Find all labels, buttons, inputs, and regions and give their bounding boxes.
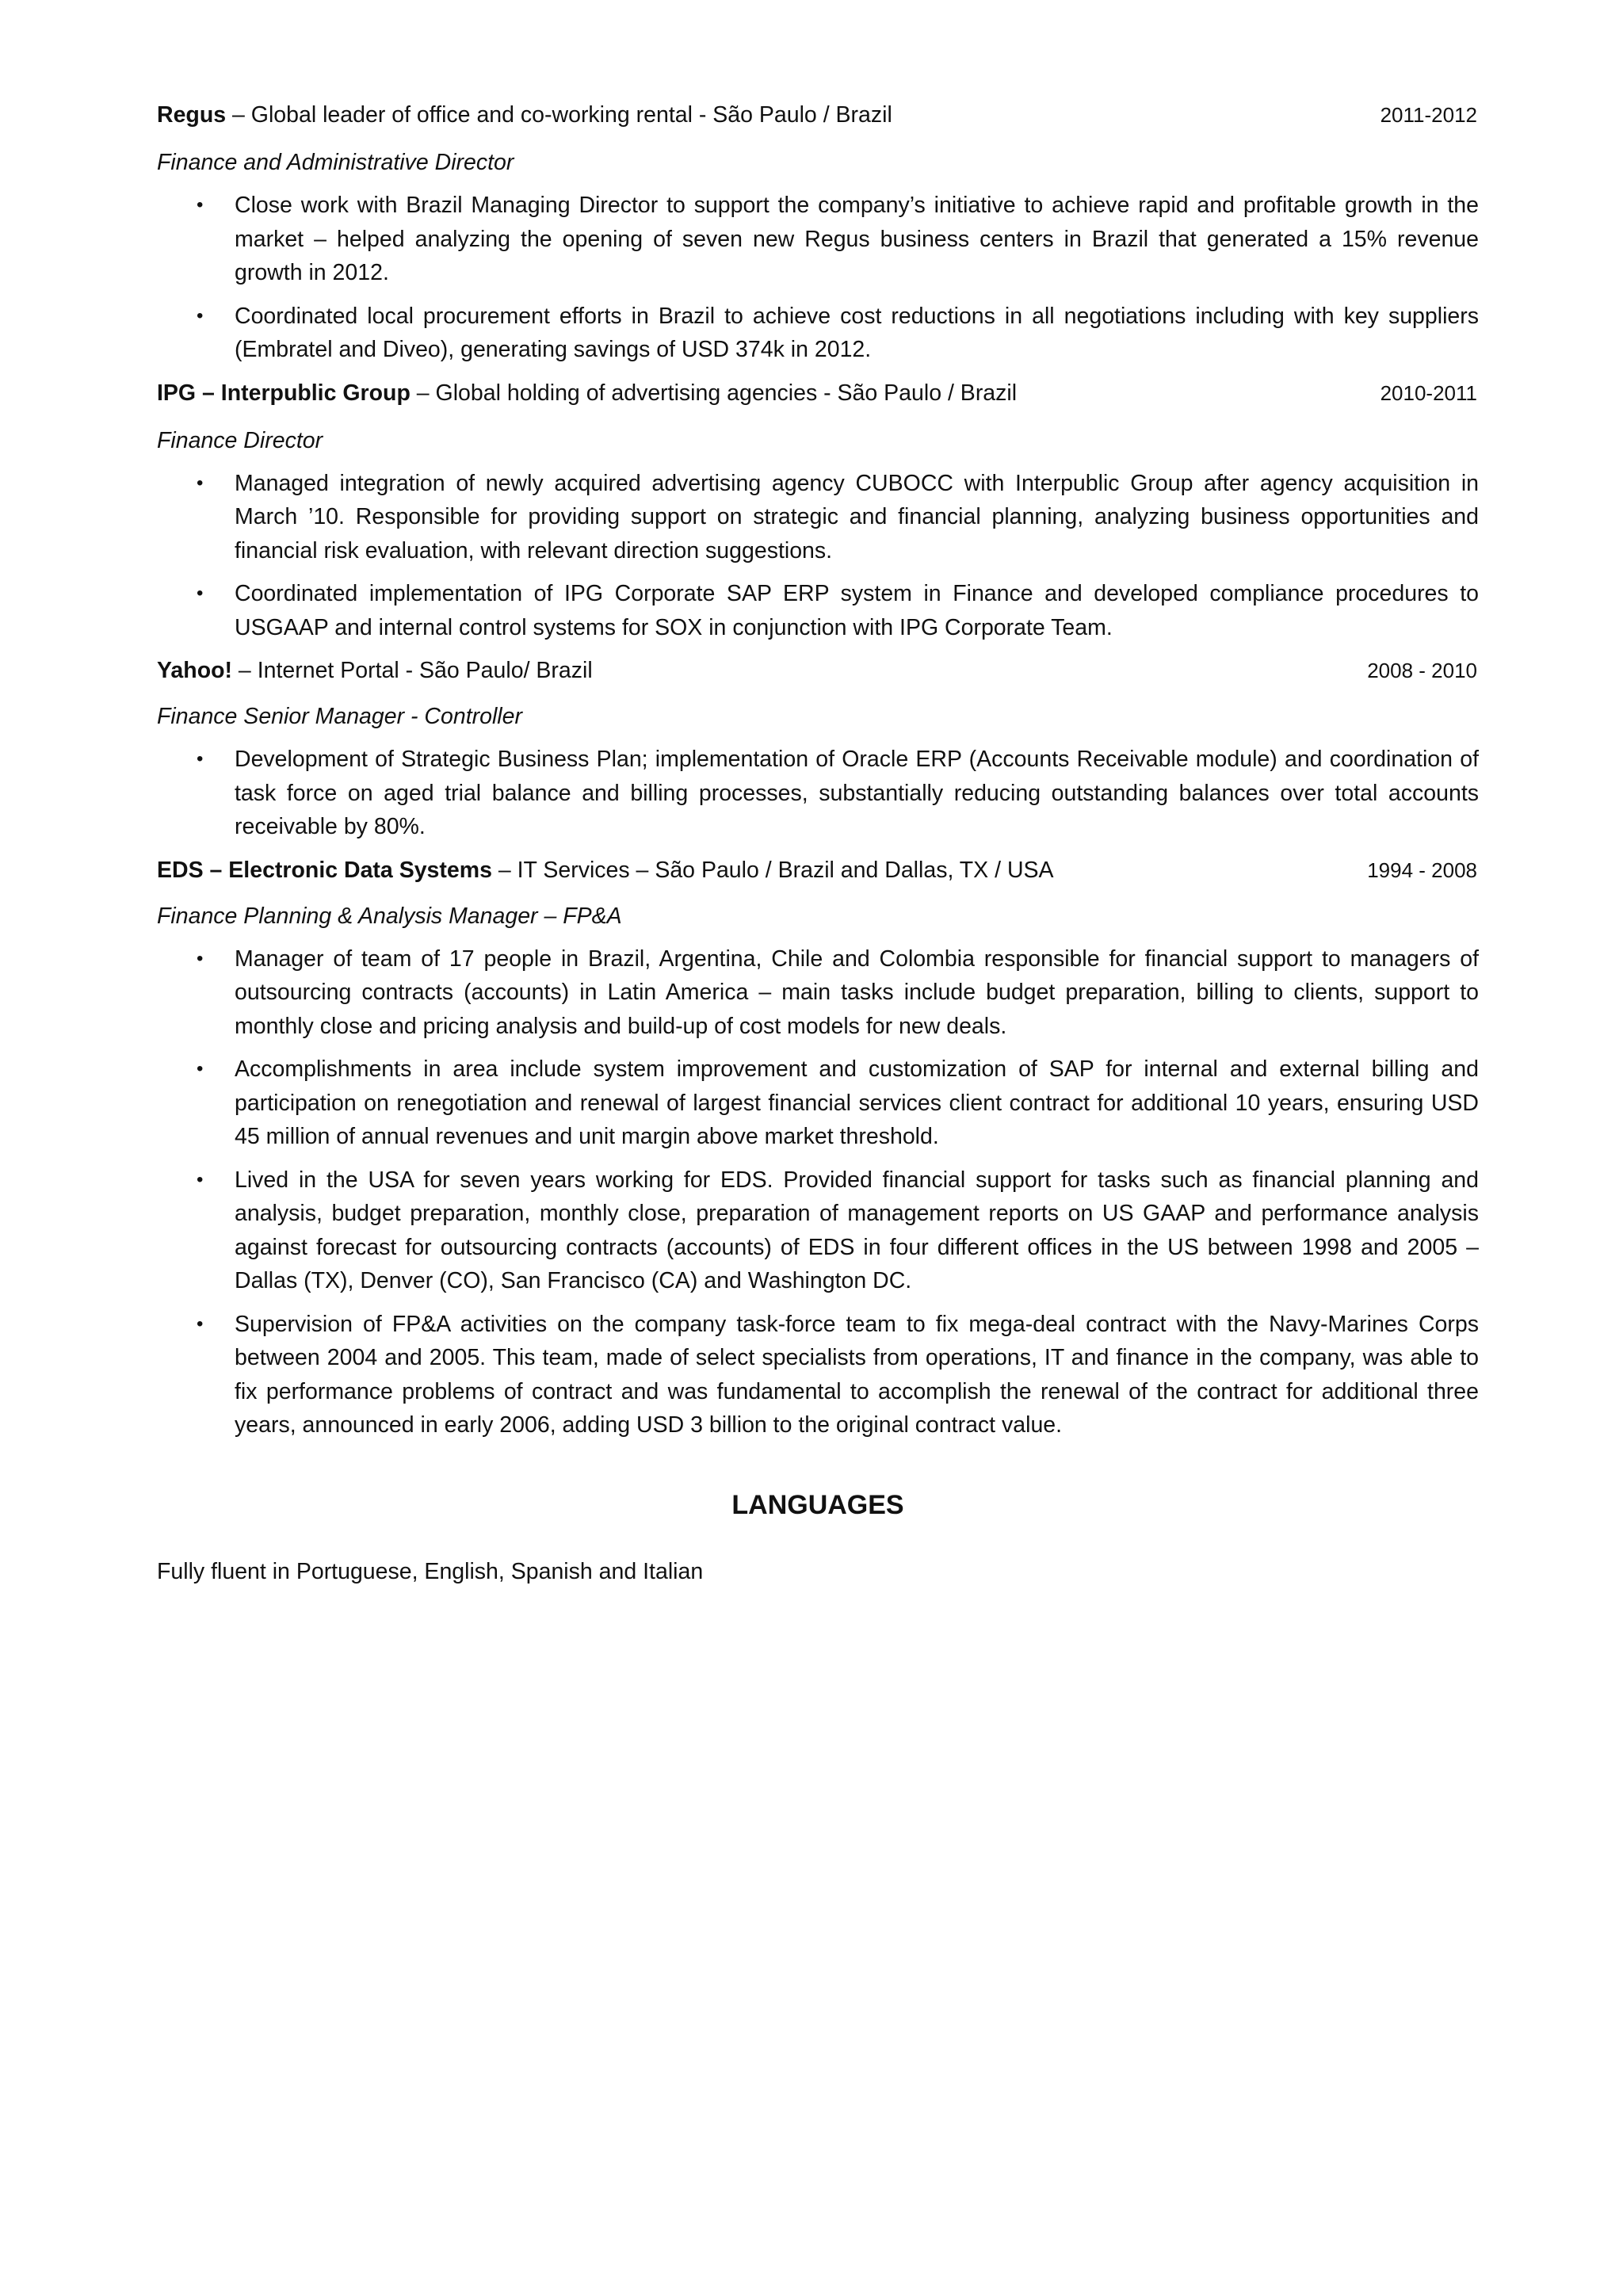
bullet-item: • Development of Strategic Business Plan; implementation of Oracle ERP (Accounts Receivable module) and coordination of task force on aged trial balance and billing processes, substantially reducing outstanding balances over total accounts receivable by 80%. xyxy=(157,743,1479,844)
company-name: Yahoo! xyxy=(157,658,233,683)
job-title: Finance and Administrative Director xyxy=(157,150,514,175)
bullet-icon: • xyxy=(197,947,204,969)
languages-text: Fully fluent in Portuguese, English, Spanish and Italian xyxy=(157,1558,704,1584)
company-description: – IT Services – São Paulo / Brazil and Dallas, TX / USA xyxy=(491,857,1054,883)
bullet-icon: • xyxy=(197,472,204,494)
bullet-icon: • xyxy=(197,1058,204,1079)
bullet-item: • Supervision of FP&A activities on the company task-force team to fix mega-deal contract with the Navy-Marines Corps between 2004 and 2005. This team, made of select specialists from operations, IT and finance in the company, was able to fix performance problems of contract and was fundamental to accomplish the renewal of the contract for additional three years, announced in early 2006, adding USD 3 billion to the original contract value. xyxy=(157,1308,1479,1442)
languages-heading: LANGUAGES xyxy=(731,1489,904,1520)
bullet-item: • Managed integration of newly acquired advertising agency CUBOCC with Interpublic Group after agency acquisition in March ’10. Responsible for providing support on strategic and financial planning, analyzing business opportunities and financial risk evaluation, with relevant direction suggestions. xyxy=(157,467,1479,568)
job-title: Finance Director xyxy=(157,427,323,453)
job-entry-yahoo xyxy=(157,654,1479,844)
bullet-item: • Manager of team of 17 people in Brazil, Argentina, Chile and Colombia responsible for financial support to managers of outsourcing contracts (accounts) in Latin America – main tasks include budget preparation, billing to clients, support to monthly close and pricing analysis and build-up of cost models for new deals. xyxy=(157,942,1479,1044)
job-dates: 2011-2012 xyxy=(1380,103,1477,127)
company-description: – Global leader of office and co-working rental - São Paulo / Brazil xyxy=(226,102,892,128)
job-title: Finance Planning & Analysis Manager – FP&A xyxy=(157,903,622,929)
job-entry-regus xyxy=(157,98,1479,367)
bullet-icon: • xyxy=(197,194,204,216)
job-company-line xyxy=(157,654,593,687)
bullet-icon: • xyxy=(197,583,204,604)
job-dates: 2008 - 2010 xyxy=(1367,659,1477,682)
bullet-item: • Accomplishments in area include system improvement and customization of SAP for internal and external billing and participation on renegotiation and renewal of largest financial services client contract for additional 10 years, ensuring USD 45 million of annual revenues and unit margin above market threshold. xyxy=(157,1052,1479,1154)
job-header xyxy=(157,654,1479,687)
bullet-item: • Coordinated local procurement efforts in Brazil to achieve cost reductions in all negotiations including with key suppliers (Embratel and Diveo), generating savings of USD 374k in 2012. xyxy=(157,300,1479,367)
bullet-icon: • xyxy=(197,1312,204,1335)
job-header xyxy=(157,376,1479,410)
job-header xyxy=(157,98,1479,132)
company-name: Regus xyxy=(157,102,227,128)
job-dates: 1994 - 2008 xyxy=(1367,858,1477,882)
job-dates: 2010-2011 xyxy=(1380,380,1477,405)
bullet-item: • Lived in the USA for seven years working for EDS. Provided financial support for tasks such as financial planning and analysis, budget preparation, monthly close, preparation of management reports on US GAAP and performance analysis against forecast for outsourcing contracts (accounts) of EDS in four different offices in the US between 1998 and 2005 – Dallas (TX), Denver (CO), San Francisco (CA) and Washington DC. xyxy=(157,1163,1479,1298)
job-company-line xyxy=(157,854,1054,887)
bullet-icon: • xyxy=(197,304,204,327)
job-bullets xyxy=(157,942,1479,1442)
bullet-item: • Close work with Brazil Managing Director to support the company’s initiative to achieve rapid and profitable growth in the market – helped analyzing the opening of seven new Regus business centers in Brazil that generated a 15% revenue growth in 2012. xyxy=(157,189,1479,290)
company-description: – Internet Portal - São Paulo/ Brazil xyxy=(232,658,593,683)
job-company-line xyxy=(157,376,1017,410)
bullet-item: • Coordinated implementation of IPG Corporate SAP ERP system in Finance and developed compliance procedures to USGAAP and internal control systems for SOX in conjunction with IPG Corporate Team. xyxy=(157,577,1479,644)
job-entry-ipg xyxy=(157,376,1479,645)
job-bullets xyxy=(157,189,1479,367)
bullet-icon: • xyxy=(197,748,204,770)
job-title: Finance Senior Manager - Controller xyxy=(157,704,522,729)
job-company-line xyxy=(157,98,892,132)
job-header xyxy=(157,854,1479,887)
job-bullets xyxy=(157,467,1479,645)
job-entry-eds xyxy=(157,854,1479,1442)
company-name: IPG – Interpublic Group xyxy=(157,380,411,406)
job-bullets xyxy=(157,743,1479,844)
bullet-icon: • xyxy=(197,1168,204,1190)
company-description: – Global holding of advertising agencies - São Paulo / Brazil xyxy=(410,380,1018,406)
company-name: EDS – Electronic Data Systems xyxy=(157,857,492,883)
resume-page xyxy=(157,98,1479,1588)
